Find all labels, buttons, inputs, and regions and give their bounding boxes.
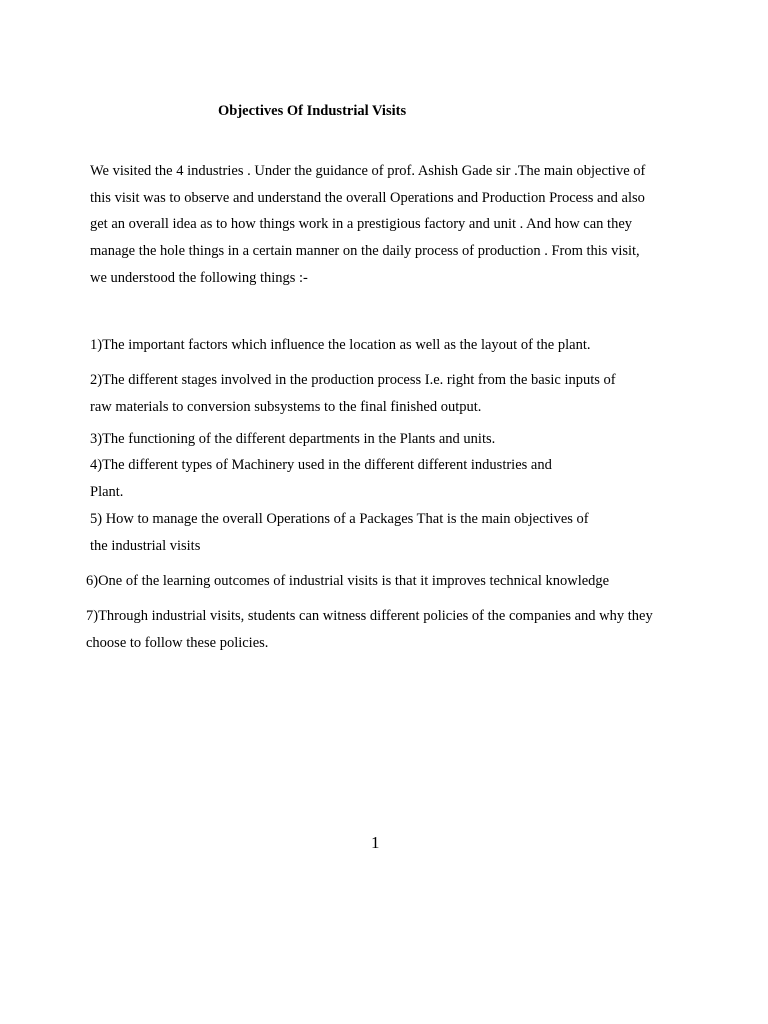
- intro-line: We visited the 4 industries . Under the guidance of prof. Ashish Gade sir .The main objective of: [90, 163, 646, 179]
- list-item: 2)The different stages involved in the production process I.e. right from the basic inputs of: [90, 372, 616, 388]
- intro-line: we understood the following things :-: [90, 270, 308, 286]
- list-item: 6)One of the learning outcomes of industrial visits is that it improves technical knowledge: [86, 573, 610, 589]
- list-item: 7)Through industrial visits, students can witness different policies of the companies and why they: [86, 608, 653, 624]
- list-item: 1)The important factors which influence the location as well as the layout of the plant.: [90, 337, 591, 353]
- list-item-continuation: choose to follow these policies.: [86, 635, 269, 651]
- list-item: 4)The different types of Machinery used in the different different industries and: [90, 457, 552, 473]
- list-item-continuation: raw materials to conversion subsystems to the final finished output.: [90, 399, 482, 415]
- list-item-continuation: Plant.: [90, 484, 124, 500]
- page-title: Objectives Of Industrial Visits: [218, 103, 407, 119]
- intro-line: get an overall idea as to how things work in a prestigious factory and unit . And how can they: [90, 216, 633, 232]
- intro-line: this visit was to observe and understand the overall Operations and Production Process and also: [90, 190, 645, 206]
- list-item-continuation: the industrial visits: [90, 538, 201, 554]
- list-item: 5) How to manage the overall Operations of a Packages That is the main objectives of: [90, 511, 589, 527]
- intro-line: manage the hole things in a certain manner on the daily process of production . From this visit,: [90, 243, 640, 259]
- list-item: 3)The functioning of the different departments in the Plants and units.: [90, 431, 496, 447]
- page-number: 1: [371, 833, 380, 852]
